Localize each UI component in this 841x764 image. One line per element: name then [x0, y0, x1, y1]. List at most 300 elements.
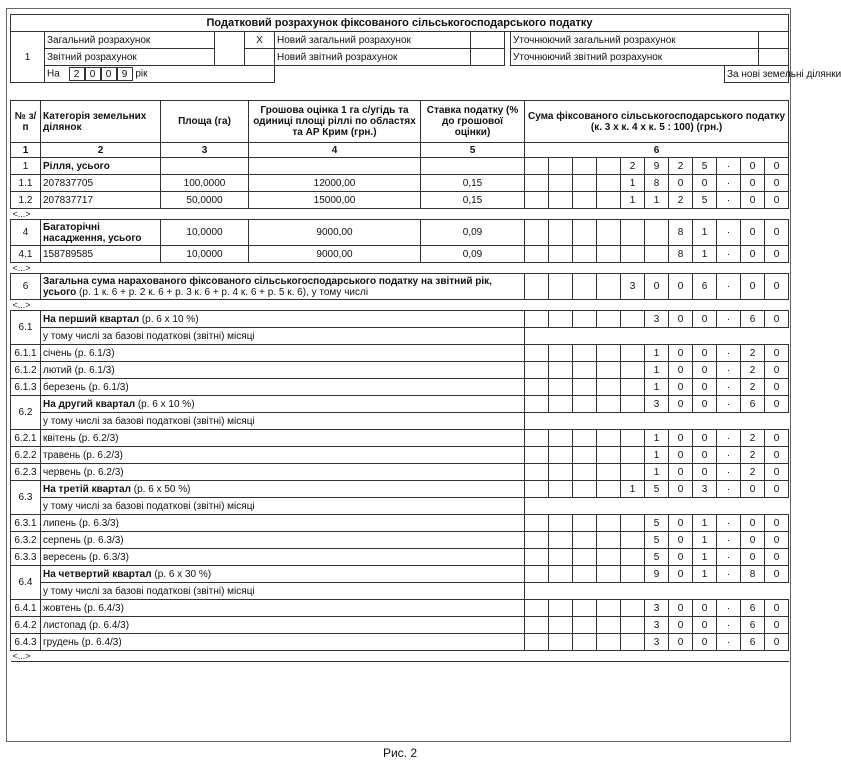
- sum-digit-cell[interactable]: [525, 566, 549, 583]
- row-label: липень (р. 6.3/3): [43, 517, 119, 529]
- row-rate[interactable]: 0,15: [421, 175, 525, 192]
- row-subnote: у тому числі за базові податкові (звітні) місяці: [41, 583, 525, 600]
- sum-digit-cell[interactable]: 0: [765, 634, 789, 651]
- sum-digit-cell[interactable]: 0: [693, 600, 717, 617]
- sum-digit-cell[interactable]: [573, 617, 597, 634]
- sum-digit-cell[interactable]: 6: [741, 396, 765, 413]
- sum-digit-cell[interactable]: [549, 549, 573, 566]
- sum-digit-cell[interactable]: [573, 362, 597, 379]
- sum-digit-cell[interactable]: ·: [717, 617, 741, 634]
- sum-digit-cell[interactable]: 6: [741, 600, 765, 617]
- sum-digit-cell[interactable]: 5: [645, 481, 669, 498]
- row-number: 6.4: [11, 566, 41, 600]
- sum-digit-cell[interactable]: [525, 617, 549, 634]
- sum-digit-cell[interactable]: 0: [765, 175, 789, 192]
- sum-digit-cell[interactable]: 0: [765, 549, 789, 566]
- row-label: червень (р. 6.2/3): [43, 466, 124, 478]
- sum-digit-cell[interactable]: [525, 532, 549, 549]
- sum-digit-cell[interactable]: 6: [741, 634, 765, 651]
- sum-digit-cell[interactable]: [573, 634, 597, 651]
- sum-digit-cell[interactable]: [573, 464, 597, 481]
- sum-digit-cell[interactable]: [621, 464, 645, 481]
- sum-digit-cell[interactable]: 1: [621, 192, 645, 209]
- sum-digit-cell[interactable]: 2: [669, 158, 693, 175]
- row-number: 6.1.2: [11, 362, 41, 379]
- sum-digit-cell[interactable]: [525, 220, 549, 246]
- sum-digit-cell[interactable]: 1: [645, 464, 669, 481]
- sum-digit-cell[interactable]: [597, 274, 621, 300]
- type-checkbox-new-report[interactable]: [471, 49, 505, 66]
- sum-digit-cell[interactable]: [645, 220, 669, 246]
- sum-digit-cell[interactable]: 0: [741, 246, 765, 263]
- sum-digit-cell[interactable]: [597, 379, 621, 396]
- sum-digit-cell[interactable]: 5: [645, 532, 669, 549]
- col-number: 3: [161, 143, 249, 158]
- sum-digit-cell[interactable]: 0: [765, 566, 789, 583]
- sum-digit-cell[interactable]: [573, 175, 597, 192]
- sum-digit-cell[interactable]: 0: [765, 481, 789, 498]
- row-label: 207837717: [43, 194, 94, 206]
- sum-digit-cell[interactable]: 0: [741, 481, 765, 498]
- sum-digit-cell[interactable]: [597, 311, 621, 328]
- sum-digit-cell[interactable]: 3: [645, 311, 669, 328]
- year-digit[interactable]: 0: [101, 67, 117, 81]
- sum-digit-cell[interactable]: 0: [669, 362, 693, 379]
- sum-digit-cell[interactable]: ·: [717, 447, 741, 464]
- sum-digit-cell[interactable]: 0: [741, 192, 765, 209]
- sum-digit-cell[interactable]: [549, 600, 573, 617]
- sum-digit-cell[interactable]: ·: [717, 515, 741, 532]
- sum-digit-cell[interactable]: 0: [741, 549, 765, 566]
- sum-digit-cell[interactable]: 6: [741, 311, 765, 328]
- col-header-rate: Ставка податку (% до грошової оцінки): [421, 101, 525, 143]
- sum-digit-cell[interactable]: ·: [717, 192, 741, 209]
- sum-digit-cell[interactable]: 1: [645, 430, 669, 447]
- sum-digit-cell[interactable]: 2: [741, 447, 765, 464]
- sum-digit-cell[interactable]: 0: [669, 447, 693, 464]
- sum-digit-cell[interactable]: 2: [669, 192, 693, 209]
- sum-digit-cell[interactable]: 0: [765, 532, 789, 549]
- sum-digit-cell[interactable]: [549, 274, 573, 300]
- sum-digit-cell[interactable]: 3: [645, 617, 669, 634]
- row-valuation[interactable]: [249, 158, 421, 175]
- type-label-general: Загальний розрахунок: [45, 32, 215, 49]
- sum-digit-cell[interactable]: ·: [717, 396, 741, 413]
- sum-digit-cell[interactable]: [621, 566, 645, 583]
- sum-digit-cell[interactable]: 0: [765, 430, 789, 447]
- sum-digit-cell[interactable]: 0: [693, 396, 717, 413]
- row-label: лютий (р. 6.1/3): [43, 364, 115, 376]
- row-area[interactable]: [161, 158, 249, 175]
- table-row: [11, 379, 789, 396]
- sum-digit-cell[interactable]: 0: [765, 396, 789, 413]
- row-valuation[interactable]: 12000,00: [249, 175, 421, 192]
- sum-digit-cell[interactable]: [549, 566, 573, 583]
- sum-digit-cell[interactable]: 0: [669, 634, 693, 651]
- sum-digit-cell[interactable]: [525, 549, 549, 566]
- sum-digit-cell[interactable]: ·: [717, 566, 741, 583]
- sum-digit-cell[interactable]: 0: [765, 158, 789, 175]
- sum-digit-cell[interactable]: 1: [621, 481, 645, 498]
- sum-digit-cell[interactable]: ·: [717, 464, 741, 481]
- sum-digit-cell[interactable]: 2: [621, 158, 645, 175]
- sum-digit-cell[interactable]: [525, 396, 549, 413]
- sum-digit-cell[interactable]: [621, 549, 645, 566]
- sum-digit-cell[interactable]: 0: [693, 362, 717, 379]
- sum-digit-cell[interactable]: 9: [645, 158, 669, 175]
- sum-digit-cell[interactable]: [549, 396, 573, 413]
- sum-digit-cell[interactable]: 2: [741, 430, 765, 447]
- sum-digit-cell[interactable]: 1: [645, 345, 669, 362]
- sum-digit-cell[interactable]: [597, 566, 621, 583]
- sum-digit-cell[interactable]: [597, 532, 621, 549]
- sum-digit-cell[interactable]: 0: [741, 175, 765, 192]
- sum-digit-cell[interactable]: [597, 396, 621, 413]
- type-label-new-report: Новий звітний розрахунок: [275, 49, 471, 66]
- sum-digit-cell[interactable]: 0: [765, 311, 789, 328]
- sum-digit-cell[interactable]: [597, 175, 621, 192]
- sum-digit-cell[interactable]: [549, 362, 573, 379]
- sum-digit-cell[interactable]: ·: [717, 246, 741, 263]
- sum-digit-cell[interactable]: 0: [669, 345, 693, 362]
- sum-digit-cell[interactable]: [597, 515, 621, 532]
- sum-digit-cell[interactable]: [573, 274, 597, 300]
- sum-digit-cell[interactable]: [525, 246, 549, 263]
- row-category: [41, 532, 525, 549]
- sum-digit-cell[interactable]: 1: [645, 192, 669, 209]
- sum-digit-cell[interactable]: [621, 430, 645, 447]
- sum-digit-cell[interactable]: 0: [693, 175, 717, 192]
- row-subnote-spacer: [525, 583, 789, 600]
- row-rate[interactable]: 0,15: [421, 192, 525, 209]
- sum-digit-cell[interactable]: 5: [645, 515, 669, 532]
- sum-digit-cell[interactable]: ·: [717, 481, 741, 498]
- sum-digit-cell[interactable]: [525, 362, 549, 379]
- row-label: (р. 6 х 10 %): [139, 313, 199, 325]
- sum-digit-cell[interactable]: [597, 345, 621, 362]
- sum-digit-cell[interactable]: 6: [741, 617, 765, 634]
- row-valuation[interactable]: 15000,00: [249, 192, 421, 209]
- sum-digit-cell[interactable]: 8: [669, 246, 693, 263]
- sum-digit-cell[interactable]: 0: [669, 566, 693, 583]
- sum-digit-cell[interactable]: [597, 464, 621, 481]
- sum-digit-cell[interactable]: 1: [621, 175, 645, 192]
- sum-digit-cell[interactable]: [621, 220, 645, 246]
- sum-digit-cell[interactable]: [597, 634, 621, 651]
- sum-digit-cell[interactable]: 2: [741, 345, 765, 362]
- sum-digit-cell[interactable]: 0: [765, 515, 789, 532]
- table-row: [11, 175, 789, 192]
- sum-digit-cell[interactable]: [621, 246, 645, 263]
- sum-digit-cell[interactable]: 0: [693, 345, 717, 362]
- sum-digit-cell[interactable]: [525, 430, 549, 447]
- row-rate[interactable]: 0,09: [421, 220, 525, 246]
- sum-digit-cell[interactable]: [597, 447, 621, 464]
- sum-digit-cell[interactable]: 0: [693, 379, 717, 396]
- sum-digit-cell[interactable]: ·: [717, 549, 741, 566]
- sum-digit-cell[interactable]: [573, 515, 597, 532]
- sum-digit-cell[interactable]: [549, 379, 573, 396]
- table-row: [11, 481, 789, 498]
- sum-digit-cell[interactable]: 3: [645, 396, 669, 413]
- sum-digit-cell[interactable]: 0: [669, 600, 693, 617]
- row-area[interactable]: 10,0000: [161, 220, 249, 246]
- sum-digit-cell[interactable]: [573, 447, 597, 464]
- sum-digit-cell[interactable]: 8: [669, 220, 693, 246]
- sum-digit-cell[interactable]: [525, 311, 549, 328]
- sum-digit-cell[interactable]: 1: [645, 447, 669, 464]
- sum-digit-cell[interactable]: 0: [765, 617, 789, 634]
- sum-digit-cell[interactable]: 0: [669, 464, 693, 481]
- sum-digit-cell[interactable]: [597, 549, 621, 566]
- sum-digit-cell[interactable]: [549, 532, 573, 549]
- sum-digit-cell[interactable]: 1: [693, 246, 717, 263]
- sum-digit-cell[interactable]: 5: [645, 549, 669, 566]
- sum-digit-cell[interactable]: ·: [717, 274, 741, 300]
- sum-digit-cell[interactable]: [621, 396, 645, 413]
- sum-digit-cell[interactable]: [573, 481, 597, 498]
- sum-digit-cell[interactable]: 1: [645, 379, 669, 396]
- sum-digit-cell[interactable]: 0: [669, 274, 693, 300]
- row-rate[interactable]: [421, 158, 525, 175]
- sum-digit-cell[interactable]: 0: [669, 481, 693, 498]
- sum-digit-cell[interactable]: 5: [693, 158, 717, 175]
- sum-digit-cell[interactable]: 1: [693, 515, 717, 532]
- sum-digit-cell[interactable]: 0: [741, 220, 765, 246]
- sum-digit-cell[interactable]: 0: [741, 274, 765, 300]
- type-checkbox-refining-report[interactable]: [759, 49, 789, 66]
- sum-digit-cell[interactable]: [525, 464, 549, 481]
- sum-digit-cell[interactable]: [549, 220, 573, 246]
- sum-digit-cell[interactable]: [525, 515, 549, 532]
- row-valuation[interactable]: 9000,00: [249, 220, 421, 246]
- sum-digit-cell[interactable]: [573, 379, 597, 396]
- sum-digit-cell[interactable]: [549, 634, 573, 651]
- sum-digit-cell[interactable]: 2: [741, 464, 765, 481]
- row-category: [41, 396, 525, 413]
- row-label-bold: Загальна сума нарахованого фіксованого сільськогосподарського податку на звітний рік, усього: [43, 275, 492, 298]
- year-digit[interactable]: 0: [85, 67, 101, 81]
- sum-digit-cell[interactable]: 8: [741, 566, 765, 583]
- year-digit[interactable]: 2: [69, 67, 85, 81]
- sum-digit-cell[interactable]: [573, 532, 597, 549]
- sum-digit-cell[interactable]: [621, 379, 645, 396]
- sum-digit-cell[interactable]: [573, 158, 597, 175]
- sum-digit-cell[interactable]: 2: [741, 379, 765, 396]
- sum-digit-cell[interactable]: [549, 192, 573, 209]
- sum-digit-cell[interactable]: 0: [693, 464, 717, 481]
- sum-digit-cell[interactable]: 0: [765, 345, 789, 362]
- sum-digit-cell[interactable]: [525, 175, 549, 192]
- sum-digit-cell[interactable]: 3: [621, 274, 645, 300]
- sum-digit-cell[interactable]: ·: [717, 175, 741, 192]
- sum-digit-cell[interactable]: [573, 345, 597, 362]
- sum-digit-cell[interactable]: [621, 600, 645, 617]
- table-row: [11, 447, 789, 464]
- sum-digit-cell[interactable]: [525, 192, 549, 209]
- row-area[interactable]: 10,0000: [161, 246, 249, 263]
- sum-digit-cell[interactable]: 0: [669, 549, 693, 566]
- sum-digit-cell[interactable]: [549, 175, 573, 192]
- table-row: [11, 464, 789, 481]
- row-area[interactable]: 100,0000: [161, 175, 249, 192]
- sum-digit-cell[interactable]: 0: [669, 311, 693, 328]
- sum-digit-cell[interactable]: 0: [645, 274, 669, 300]
- sum-digit-cell[interactable]: [525, 274, 549, 300]
- sum-digit-cell[interactable]: [549, 464, 573, 481]
- sum-digit-cell[interactable]: [597, 430, 621, 447]
- sum-digit-cell[interactable]: 2: [741, 362, 765, 379]
- sum-digit-cell[interactable]: [573, 566, 597, 583]
- sum-digit-cell[interactable]: [573, 246, 597, 263]
- sum-digit-cell[interactable]: 0: [741, 515, 765, 532]
- sum-digit-cell[interactable]: [525, 345, 549, 362]
- sum-digit-cell[interactable]: ·: [717, 430, 741, 447]
- sum-digit-cell[interactable]: [549, 246, 573, 263]
- sum-digit-cell[interactable]: 0: [765, 379, 789, 396]
- row-number: 6.2: [11, 396, 41, 430]
- sum-digit-cell[interactable]: 0: [669, 515, 693, 532]
- sum-digit-cell[interactable]: [549, 430, 573, 447]
- sum-digit-cell[interactable]: 0: [741, 532, 765, 549]
- sum-digit-cell[interactable]: 1: [693, 549, 717, 566]
- type-checkbox-report[interactable]: [245, 49, 275, 66]
- sum-digit-cell[interactable]: [597, 246, 621, 263]
- sum-digit-cell[interactable]: [597, 600, 621, 617]
- sum-digit-cell[interactable]: [525, 379, 549, 396]
- sum-digit-cell[interactable]: [525, 158, 549, 175]
- row-category: [41, 430, 525, 447]
- sum-digit-cell[interactable]: [549, 311, 573, 328]
- sum-digit-cell[interactable]: [597, 617, 621, 634]
- sum-digit-cell[interactable]: ·: [717, 362, 741, 379]
- sum-digit-cell[interactable]: [597, 220, 621, 246]
- type-checkbox-general[interactable]: X: [245, 32, 275, 49]
- sum-digit-cell[interactable]: 3: [645, 600, 669, 617]
- sum-digit-cell[interactable]: 0: [669, 396, 693, 413]
- sum-digit-cell[interactable]: 0: [765, 274, 789, 300]
- sum-digit-cell[interactable]: 0: [765, 192, 789, 209]
- sum-digit-cell[interactable]: ·: [717, 634, 741, 651]
- sum-digit-cell[interactable]: [549, 158, 573, 175]
- sum-digit-cell[interactable]: [621, 447, 645, 464]
- sum-digit-cell[interactable]: 8: [645, 175, 669, 192]
- sum-digit-cell[interactable]: [621, 311, 645, 328]
- sum-digit-cell[interactable]: [549, 515, 573, 532]
- sum-digit-cell[interactable]: [525, 600, 549, 617]
- sum-digit-cell[interactable]: [621, 362, 645, 379]
- sum-digit-cell[interactable]: ·: [717, 311, 741, 328]
- sum-digit-cell[interactable]: [525, 447, 549, 464]
- row-category: [41, 175, 161, 192]
- sum-digit-cell[interactable]: [573, 192, 597, 209]
- sum-digit-cell[interactable]: 0: [669, 617, 693, 634]
- sum-digit-cell[interactable]: ·: [717, 532, 741, 549]
- sum-digit-cell[interactable]: 0: [693, 617, 717, 634]
- sum-digit-cell[interactable]: 1: [693, 566, 717, 583]
- sum-digit-cell[interactable]: [621, 617, 645, 634]
- row-valuation[interactable]: 9000,00: [249, 246, 421, 263]
- sum-digit-cell[interactable]: 0: [765, 447, 789, 464]
- sum-digit-cell[interactable]: [645, 246, 669, 263]
- sum-digit-cell[interactable]: 0: [765, 600, 789, 617]
- sum-digit-cell[interactable]: 0: [669, 430, 693, 447]
- row-area[interactable]: 50,0000: [161, 192, 249, 209]
- sum-digit-cell[interactable]: 0: [765, 362, 789, 379]
- sum-digit-cell[interactable]: [621, 532, 645, 549]
- sum-digit-cell[interactable]: ·: [717, 220, 741, 246]
- sum-digit-cell[interactable]: [549, 481, 573, 498]
- sum-digit-cell[interactable]: [525, 481, 549, 498]
- row-category: [41, 634, 525, 651]
- sum-digit-cell[interactable]: 1: [645, 362, 669, 379]
- sum-digit-cell[interactable]: 0: [693, 447, 717, 464]
- row-rate[interactable]: 0,09: [421, 246, 525, 263]
- sum-digit-cell[interactable]: 0: [741, 158, 765, 175]
- type-checkbox-refining-general[interactable]: [759, 32, 789, 49]
- sum-digit-cell[interactable]: [549, 345, 573, 362]
- sum-digit-cell[interactable]: [621, 634, 645, 651]
- sum-digit-cell[interactable]: [573, 600, 597, 617]
- sum-digit-cell[interactable]: ·: [717, 379, 741, 396]
- row-number: 1.1: [11, 175, 41, 192]
- sum-digit-cell[interactable]: 3: [645, 634, 669, 651]
- sum-digit-cell[interactable]: [597, 158, 621, 175]
- type-checkbox-new-general[interactable]: [471, 32, 505, 49]
- sum-digit-cell[interactable]: 5: [693, 192, 717, 209]
- row-label: (р. 6 х 30 %): [151, 568, 212, 580]
- year-digit[interactable]: 9: [117, 67, 133, 81]
- sum-digit-cell[interactable]: [597, 362, 621, 379]
- col-header-category: Категорія земельних ділянок: [41, 101, 161, 143]
- sum-digit-cell[interactable]: [597, 192, 621, 209]
- sum-digit-cell[interactable]: [573, 396, 597, 413]
- sum-digit-cell[interactable]: 0: [693, 311, 717, 328]
- sum-digit-cell[interactable]: 1: [693, 532, 717, 549]
- sum-digit-cell[interactable]: 9: [645, 566, 669, 583]
- sum-digit-cell[interactable]: 0: [669, 379, 693, 396]
- row-subnote: у тому числі за базові податкові (звітні) місяці: [41, 413, 525, 430]
- sum-digit-cell[interactable]: [549, 617, 573, 634]
- sum-digit-cell[interactable]: [621, 345, 645, 362]
- sum-digit-cell[interactable]: 0: [765, 464, 789, 481]
- sum-digit-cell[interactable]: [573, 220, 597, 246]
- sum-digit-cell[interactable]: 0: [693, 634, 717, 651]
- sum-digit-cell[interactable]: 6: [693, 274, 717, 300]
- sum-digit-cell[interactable]: 0: [765, 220, 789, 246]
- sum-digit-cell[interactable]: ·: [717, 345, 741, 362]
- sum-digit-cell[interactable]: 0: [765, 246, 789, 263]
- sum-digit-cell[interactable]: [573, 430, 597, 447]
- sum-digit-cell[interactable]: [573, 311, 597, 328]
- sum-digit-cell[interactable]: [525, 634, 549, 651]
- sum-digit-cell[interactable]: ·: [717, 158, 741, 175]
- sum-digit-cell[interactable]: [597, 481, 621, 498]
- sum-digit-cell[interactable]: ·: [717, 600, 741, 617]
- row-category: [41, 617, 525, 634]
- sum-digit-cell[interactable]: [549, 447, 573, 464]
- sum-digit-cell[interactable]: 0: [669, 532, 693, 549]
- sum-digit-cell[interactable]: [573, 549, 597, 566]
- figure-caption: Рис. 2: [382, 746, 418, 760]
- sum-digit-cell[interactable]: 3: [693, 481, 717, 498]
- sum-digit-cell[interactable]: [621, 515, 645, 532]
- sum-digit-cell[interactable]: 0: [669, 175, 693, 192]
- sum-digit-cell[interactable]: 0: [693, 430, 717, 447]
- row-category: [41, 220, 161, 246]
- row-category: [41, 464, 525, 481]
- sum-digit-cell[interactable]: 1: [693, 220, 717, 246]
